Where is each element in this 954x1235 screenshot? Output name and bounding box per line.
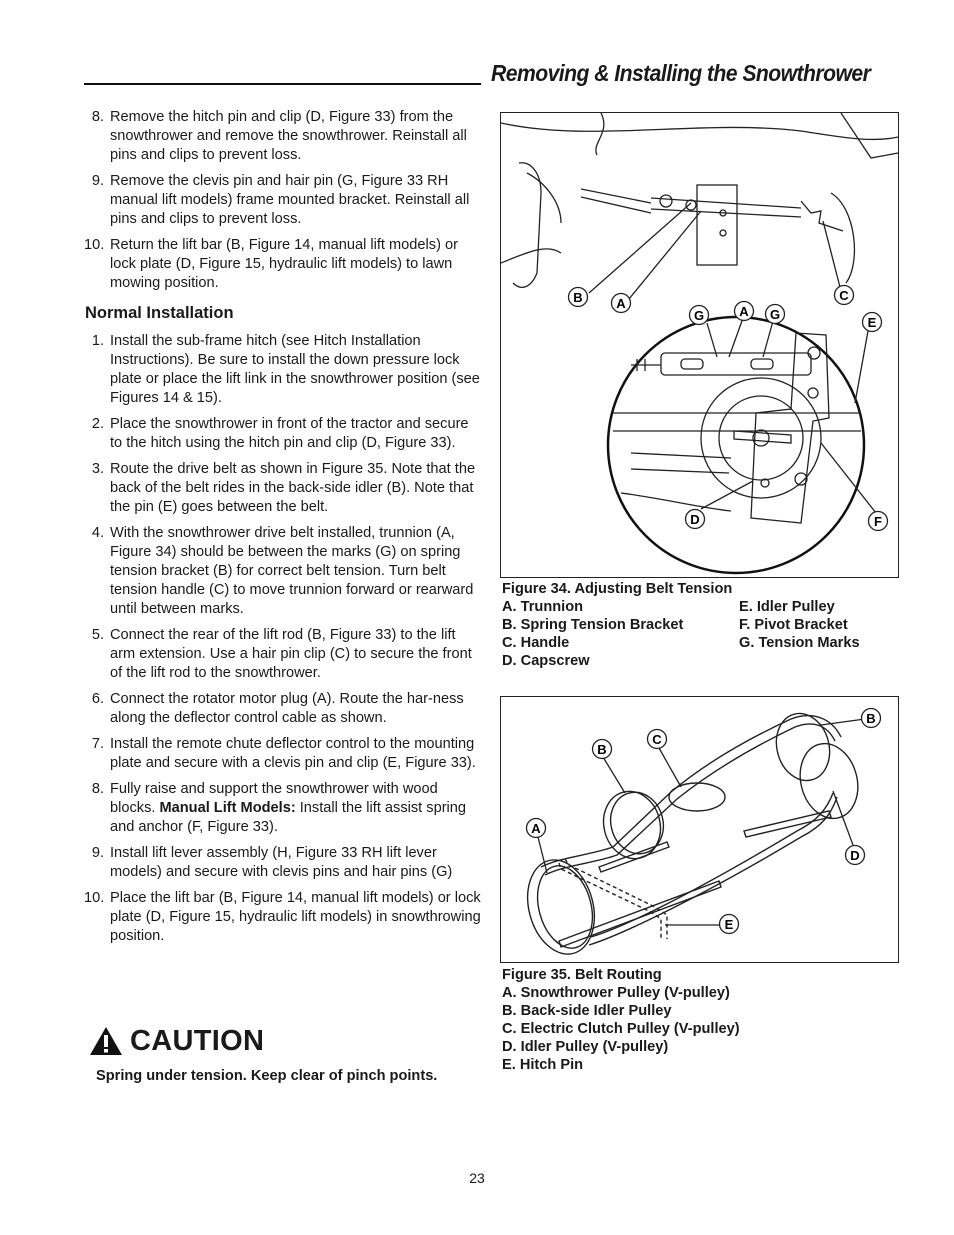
belt-routing-drawing bbox=[501, 697, 898, 962]
callout-a bbox=[527, 819, 546, 838]
svg-text:E: E bbox=[867, 315, 877, 330]
list-item: 3. Route the drive belt as shown in Figure 35. Note that the back of the belt rides in the back-side idler (B). Note that the pin (E) goes between the belt. bbox=[91, 461, 476, 515]
list-item: 4. With the snowthrower drive belt installed, trunnion (A, Figure 34) should be between the marks (G) on spring tension bracket (B) for correct belt tension. Turn belt tension handle (C) to move trunnion forward or rearward until between marks. bbox=[91, 525, 474, 617]
caution-heading: CAUTION bbox=[130, 1024, 265, 1057]
figure-35-caption: Figure 35. Belt Routing bbox=[502, 967, 662, 983]
figure-34-legend-right: E. Idler Pulley F. Pivot Bracket G. Tension Marks bbox=[739, 599, 860, 651]
svg-text:D: D bbox=[690, 512, 700, 527]
list-item: 8. Fully raise and support the snowthrower with wood blocks. Manual Lift Models: Install the lift assist spring and anchor (F, Figure 33). bbox=[91, 781, 467, 835]
svg-text:B: B bbox=[573, 290, 583, 305]
svg-text:A: A bbox=[531, 821, 541, 836]
list-item: 1. Install the sub-frame hitch (see Hitch Installation Instructions). Be sure to install the down pressure lock plate or place the lift link in the snowthrower position (see Figures 14 & 15). bbox=[91, 333, 480, 406]
callout-g-right bbox=[766, 305, 785, 324]
callout-a bbox=[612, 294, 631, 313]
callout-b bbox=[593, 740, 612, 759]
list-item: 9. Install lift lever assembly (H, Figure 33 RH lift lever models) and secure with clevis pins and hair pins (G) bbox=[91, 845, 453, 880]
svg-text:E: E bbox=[724, 917, 734, 932]
list-item: 9. Remove the clevis pin and hair pin (G, Figure 33 RH manual lift models) frame mounted bracket. Reinstall all pins and clips to prevent loss. bbox=[91, 173, 470, 227]
svg-text:A: A bbox=[616, 296, 626, 311]
warning-triangle-icon bbox=[89, 1026, 123, 1056]
list-item: 5. Connect the rear of the lift rod (B, Figure 33) to the lift arm extension. Use a hair pin clip (C) to secure the front of the lift rod to the snowthrower. bbox=[91, 627, 472, 681]
svg-text:B: B bbox=[866, 711, 876, 726]
section-heading: Normal Installation bbox=[85, 304, 234, 322]
callout-a-inset bbox=[735, 302, 754, 321]
svg-text:D: D bbox=[850, 848, 860, 863]
svg-text:F: F bbox=[874, 514, 882, 529]
figure-35-illustration bbox=[500, 696, 899, 963]
callout-g-left bbox=[690, 306, 709, 325]
svg-text:C: C bbox=[839, 288, 849, 303]
list-item: 10. Place the lift bar (B, Figure 14, manual lift models) or lock plate (D, Figure 15, hydraulic lift models) in snowthrowing position. bbox=[84, 890, 481, 944]
callout-d bbox=[846, 846, 865, 865]
caution-text: Spring under tension. Keep clear of pinch points. bbox=[96, 1068, 438, 1084]
figure-34-legend-left: A. Trunnion B. Spring Tension Bracket C. Handle D. Capscrew bbox=[502, 599, 684, 669]
callout-b bbox=[569, 288, 588, 307]
list-item: 10. Return the lift bar (B, Figure 14, manual lift models) or lock plate (D, Figure 15, hydraulic lift models) to lawn mowing position. bbox=[84, 237, 458, 291]
page-number: 23 bbox=[469, 1170, 485, 1186]
header-rule bbox=[84, 83, 481, 85]
caution-banner bbox=[89, 1021, 264, 1061]
callout-e bbox=[863, 313, 882, 332]
callout-c bbox=[648, 730, 667, 749]
callout-d bbox=[686, 510, 705, 529]
svg-text:B: B bbox=[597, 742, 607, 757]
installation-steps-list bbox=[84, 332, 484, 946]
svg-text:C: C bbox=[652, 732, 662, 747]
left-column bbox=[84, 108, 484, 953]
list-item: 7. Install the remote chute deflector control to the mounting plate and secure with a clevis pin and clip (E, Figure 33). bbox=[91, 736, 476, 771]
figure-35-legend: A. Snowthrower Pulley (V-pulley) B. Back-side Idler Pulley C. Electric Clutch Pulley (V-pulley) D. Idler Pulley (V-pulley) E. Hitch Pin bbox=[502, 985, 740, 1073]
belt-tension-drawing bbox=[501, 113, 898, 577]
svg-text:G: G bbox=[693, 308, 705, 323]
svg-text:G: G bbox=[769, 307, 781, 322]
callout-b-top bbox=[862, 709, 881, 728]
figure-34-caption: Figure 34. Adjusting Belt Tension bbox=[502, 581, 733, 597]
figure-34-illustration bbox=[500, 112, 899, 578]
removal-steps-list bbox=[84, 108, 484, 293]
callout-c bbox=[835, 286, 854, 305]
list-item: 6. Connect the rotator motor plug (A). Route the har-ness along the deflector control cable as shown. bbox=[91, 691, 464, 726]
svg-text:A: A bbox=[739, 304, 749, 319]
callout-e bbox=[720, 915, 739, 934]
list-item: 2. Place the snowthrower in front of the tractor and secure to the hitch using the hitch pin and clip (D, Figure 33). bbox=[91, 416, 469, 451]
page-title: Removing & Installing the Snowthrower bbox=[491, 60, 871, 86]
callout-f bbox=[869, 512, 888, 531]
list-item: 8. Remove the hitch pin and clip (D, Figure 33) from the snowthrower and remove the snowthrower. Reinstall all pins and clips to prevent loss. bbox=[91, 109, 467, 163]
